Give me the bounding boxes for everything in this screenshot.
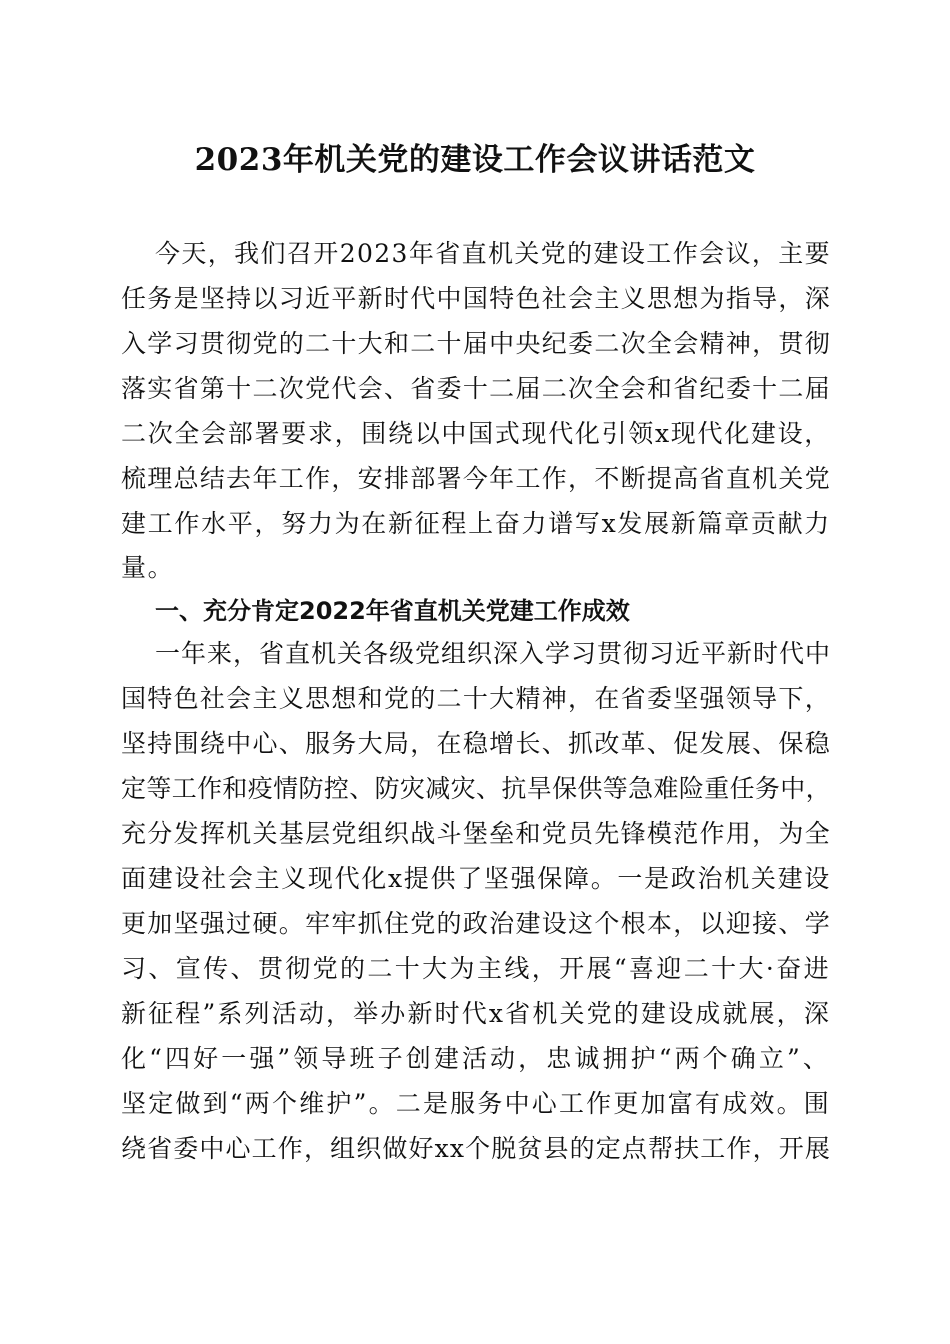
paragraph-line: 梳理总结去年工作，安排部署今年工作，不断提高省直机关党 (121, 464, 831, 493)
paragraph-line: 入学习贯彻党的二十大和二十届中央纪委二次全会精神，贯彻 (121, 329, 831, 358)
paragraph-line: 化“四好一强”领导班子创建活动，忠诚拥护“两个确立”、 (121, 1044, 831, 1073)
paragraph-line: 任务是坚持以习近平新时代中国特色社会主义思想为指导，深 (121, 284, 831, 313)
paragraph-line: 面建设社会主义现代化x提供了坚强保障。一是政治机关建设 (121, 864, 831, 893)
paragraph-line: 充分发挥机关基层党组织战斗堡垒和党员先锋模范作用，为全 (121, 819, 831, 848)
paragraph-line: 国特色社会主义思想和党的二十大精神，在省委坚强领导下， (121, 684, 831, 713)
paragraph-line: 坚定做到“两个维护”。二是服务中心工作更加富有成效。围 (121, 1089, 831, 1118)
paragraph-line: 落实省第十二次党代会、省委十二届二次全会和省纪委十二届 (121, 374, 831, 403)
paragraph-line: 定等工作和疫情防控、防灾减灾、抗旱保供等急难险重任务中， (121, 774, 831, 803)
paragraph-line: 坚持围绕中心、服务大局，在稳增长、抓改革、促发展、保稳 (121, 729, 831, 758)
paragraph-line: 今天，我们召开2023年省直机关党的建设工作会议，主要 (155, 239, 831, 268)
paragraph-line: 绕省委中心工作，组织做好xx个脱贫县的定点帮扶工作，开展 (121, 1134, 831, 1163)
paragraph-line: 量。 (121, 553, 175, 582)
paragraph-line: 习、宣传、贯彻党的二十大为主线，开展“喜迎二十大·奋进 (121, 954, 831, 983)
section-heading: 一、充分肯定2022年省直机关党建工作成效 (155, 597, 630, 625)
paragraph-line: 一年来，省直机关各级党组织深入学习贯彻习近平新时代中 (155, 639, 831, 668)
paragraph-line: 新征程”系列活动，举办新时代x省机关党的建设成就展，深 (121, 999, 831, 1028)
paragraph-line: 更加坚强过硬。牢牢抓住党的政治建设这个根本，以迎接、学 (121, 909, 831, 938)
document-title: 2023年机关党的建设工作会议讲话范文 (194, 142, 756, 178)
paragraph-line: 二次全会部署要求，围绕以中国式现代化引领x现代化建设， (121, 419, 831, 448)
paragraph-line: 建工作水平，努力为在新征程上奋力谱写x发展新篇章贡献力 (121, 509, 831, 538)
